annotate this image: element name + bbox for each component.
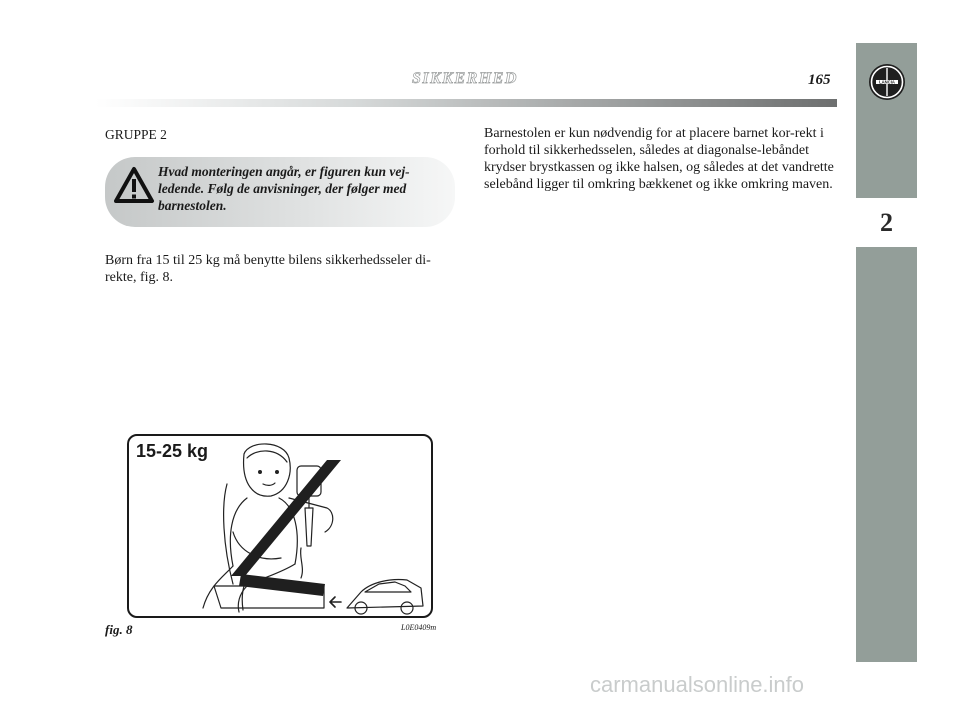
- warning-text: Hvad monteringen angår, er figuren kun vej-ledende. Følg de anvisninger, der følger med barnestolen.: [158, 164, 410, 213]
- section-title: SIKKERHED: [412, 70, 518, 87]
- watermark: carmanualsonline.info: [590, 672, 805, 697]
- header-rule: [95, 99, 837, 107]
- body-text-left: Børn fra 15 til 25 kg må benytte bilens sikkerhedsseler di-rekte, fig. 8.: [105, 253, 431, 285]
- body-text-right: Barnestolen er kun nødvendig for at placere barnet kor-rekt i forhold til sikkerhedsselen, således at diagonalse-lebåndet krydser brystkassen og ikke halsen, og således at det vandrette selebånd ligger til omkring bækkenet og ikke omkring maven.: [484, 126, 834, 192]
- figure-code: L0E0409m: [401, 623, 437, 632]
- chapter-number: 2: [880, 208, 893, 237]
- svg-text:LANCIA: LANCIA: [879, 79, 895, 85]
- sidebar-tab-bottom: [856, 247, 917, 662]
- figure-caption: fig. 8: [105, 622, 133, 637]
- warning-triangle-icon: [113, 166, 155, 204]
- figure-weight-label: 15-25 kg: [136, 441, 209, 461]
- lancia-logo-icon: [868, 63, 906, 101]
- child-seat-illustration: [129, 436, 431, 616]
- page-number: 165: [808, 72, 831, 88]
- group-heading: GRUPPE 2: [105, 127, 167, 142]
